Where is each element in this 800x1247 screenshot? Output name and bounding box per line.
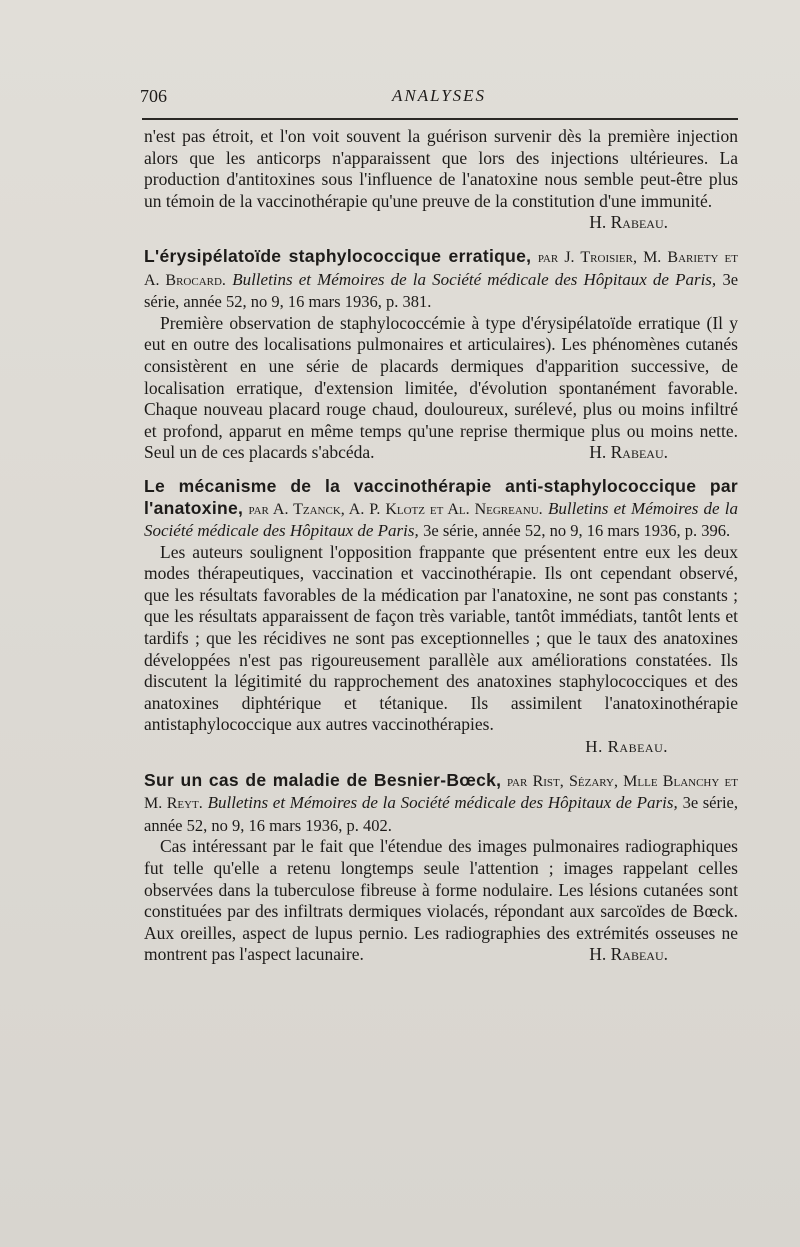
abstract-source: Bulletins et Mémoires de la Société médicale des Hôpitaux de Paris, xyxy=(207,793,678,813)
abstract-signature: H. Rabeau. xyxy=(589,944,668,965)
abstract-2 xyxy=(144,476,738,758)
abstract-signature: H. Rabeau. xyxy=(585,737,668,757)
running-title: ANALYSES xyxy=(391,86,487,105)
page-content xyxy=(144,126,738,966)
abstract-title: Le mécanisme de la vaccinothérapie anti-staphylococcique par l'anatoxine, xyxy=(144,475,738,518)
page-number: 706 xyxy=(140,86,167,106)
abstract-reference: 3e série, année 52, no 9, 16 mars 1936, p. 396. xyxy=(423,521,731,541)
header-rule xyxy=(142,118,738,120)
abstract-authors: par J. Troisier, M. Bariety et A. Brocard. xyxy=(144,248,739,289)
abstract-body: Les auteurs soulignent l'opposition frappante que présentent entre eux les deux modes thérapeutiques, vaccination et vaccinothérapie. Ils ont cependant observé, que les résultats favorables de la médication par l'anatoxine, ne sont pas constants ; que les résultats apparaissent de façon très variable, tantôt immédiats, tantôt lents et tardifs ; que les récidives ne sont pas exceptionnelles ; que le taux des anatoxines développées n'est pas rigoureusement parallèle aux améliorations constatées. Ils discutent la légitimité du rapprochement des anatoxines staphylococciques et des anatoxines diphtérique et tétanique. Ils assimilent l'anatoxinothérapie antistaphylococcique aux autres vaccinothérapies. xyxy=(144,541,738,735)
abstract-source: Bulletins et Mémoires de la Société médicale des Hôpitaux de Paris, xyxy=(144,498,738,541)
abstract-body: Cas intéressant par le fait que l'étendue des images pulmonaires radiographiques fut telle qu'elle a retenu longtemps seule l'attention ; images rappelant celles observées dans la tuberculose fibreuse à forme nodulaire. Les lésions cutanées sont constituées par des infiltrats dermiques violacés, répondant aux sarcoïdes de Bœck. Aux oreilles, aspect de lupus pernio. Les radiographies des extrémités osseuses ne montrent pas l'aspect lacunaire. xyxy=(144,836,738,965)
abstract-reference: 3e série, année 52, no 9, 16 mars 1936, p. 402. xyxy=(144,793,739,835)
abstract-title: L'érysipélatoïde staphylococcique erratique, xyxy=(144,245,532,266)
abstract-authors: par A. Tzanck, A. P. Klotz et Al. Negreanu. xyxy=(248,500,543,518)
abstract-authors: par Rist, Sézary, Mlle Blanchy et M. Reyt. xyxy=(144,772,738,813)
abstract-1 xyxy=(144,246,738,464)
page-header xyxy=(140,86,738,110)
intro-text: n'est pas étroit, et l'on voit souvent la guérison survenir dès la première injection alors que les anticorps n'apparaissent que lors des injections ultérieures. La production d'antitoxines sous l'influence de l'anatoxine nous semble peut-être plus un témoin de la vaccinothérapie qu'une preuve de la constitution d'une immunité. xyxy=(144,126,738,211)
abstract-3 xyxy=(144,770,738,966)
intro-signature: H. Rabeau. xyxy=(589,212,668,233)
abstract-title: Sur un cas de maladie de Besnier-Bœck, xyxy=(144,769,502,790)
intro-continuation xyxy=(144,126,738,234)
abstract-signature: H. Rabeau. xyxy=(589,442,668,463)
abstract-reference: 3e série, année 52, no 9, 16 mars 1936, p. 381. xyxy=(144,269,739,312)
abstract-source: Bulletins et Mémoires de la Société médicale des Hôpitaux de Paris, xyxy=(232,269,717,289)
abstract-body: Première observation de staphylococcémie à type d'érysipélatoïde erratique (Il y eut en outre des localisations pulmonaires et articulaires). Les phénomènes cutanés consistèrent en une série de placards dermiques d'apparition successive, de localisation erratique, d'extension limitée, d'évolution spontanément favorable. Chaque nouveau placard rouge chaud, douloureux, surélevé, plus ou moins infiltré et profond, apparut en même temps qu'une reprise thermique plus ou moins nette. Seul un de ces placards s'abcéda. xyxy=(144,312,738,463)
